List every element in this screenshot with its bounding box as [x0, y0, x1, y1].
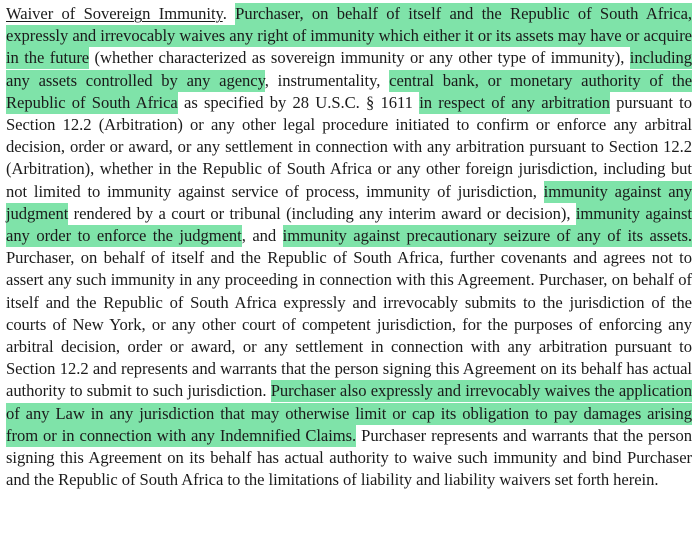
clause-heading: Waiver of Sovereign Immunity [6, 4, 223, 23]
text-segment: , instrumentality, [264, 70, 390, 90]
highlighted-passage: immunity against any judgment [6, 181, 693, 223]
text-segment: pursuant to Section 12.2 (Arbitration) or any other legal procedure initiated to confirm or enforce any arbitral decision, order or award, or any settlement in connection with any arbitration pursuant to Section 12.2 (Arbitration), whether in the Republic of South Africa or any other foreign jurisdiction, including but not limited to immunity against service of process, immunity of jurisdiction, [6, 92, 692, 201]
highlighted-passage: Purchaser, on behalf of itself and the Republic of South Africa, expressly and irrevocably waives any right of immunity which either it or its assets may have or acquire in the future [6, 4, 692, 68]
highlighted-passage: including any assets controlled by any agency [6, 48, 692, 90]
highlighted-passage: in respect of any arbitration [419, 92, 610, 112]
highlighted-passage: immunity against any order to enforce the judgment [6, 203, 692, 246]
text-segment: . [222, 4, 236, 23]
highlighted-passage: Purchaser also expressly and irrevocably waives the application of any Law in any jurisdiction that may otherwise limit or cap its obligation to pay damages arising from or in connection with any Indemnified Claims. [6, 381, 692, 445]
text-segment: Purchaser represents and warrants that the person signing this Agreement on its behalf has actual authority to waive such immunity and bind Purchaser and the Republic of South Africa to the limitations of liability and liability waivers set forth herein. [6, 425, 692, 490]
waiver-clause-paragraph [6, 3, 692, 491]
highlighted-passage: central bank, or monetary authority of the Republic of South Africa [6, 70, 693, 112]
text-segment: (whether characterized as sovereign immunity or any other type of immunity), [89, 48, 630, 68]
text-segment: Purchaser, on behalf of itself and the Republic of South Africa, further covenants and agrees not to assert any such immunity in any proceeding in connection with this Agreement. Purchaser, on behalf of itself and the Republic of South Africa expressly and irrevocably submits to the jurisdiction of the courts of New York, or any other court of competent jurisdiction, for the purposes of enforcing any arbitral decision, order or award, or any settlement in connection with any arbitration pursuant to Section 12.2 and represents and warrants that the person signing this Agreement on its behalf has actual authority to submit to such jurisdiction. [6, 248, 692, 401]
text-segment: , and [241, 226, 283, 246]
text-segment: as specified by 28 U.S.C. § 1611 [177, 92, 420, 112]
text-segment: rendered by a court or tribunal (including any interim award or decision), [68, 203, 576, 223]
highlighted-passage: immunity against precautionary seizure of any of its assets. [282, 226, 693, 246]
